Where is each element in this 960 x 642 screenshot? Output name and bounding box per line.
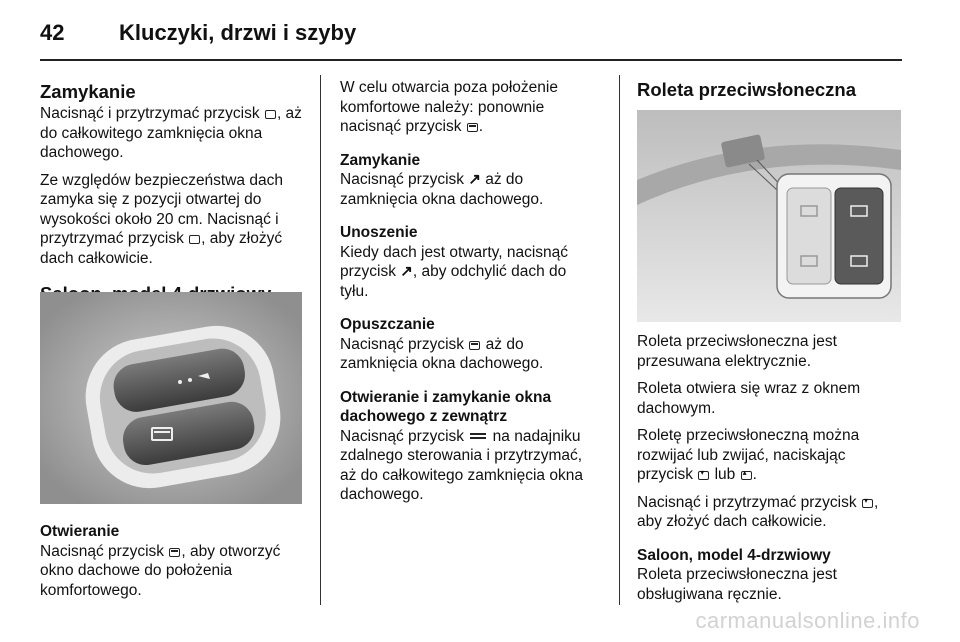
paragraph: Roleta przeciwsłoneczna jest obsługiwana ręcznie. — [637, 566, 837, 603]
blind-open-button-icon — [741, 471, 752, 480]
column-divider-2 — [619, 75, 620, 605]
paragraph: W celu otwarcia poza położenie komfortowe należy: ponownie nacisnąć przycisk . — [340, 79, 558, 135]
paragraph: Nacisnąć i przytrzymać przycisk , aż do całkowitego zamknięcia okna dachowego. — [40, 105, 302, 161]
tilt-button-icon: ↗ — [468, 171, 481, 188]
column-3-bottom — [637, 332, 901, 612]
paragraph: Roleta przeciwsłoneczna jest przesuwana elektrycznie. — [637, 333, 837, 370]
paragraph: Ze względów bezpieczeństwa dach zamyka się z pozycji otwartej do wysokości około 20 cm. Nacisnąć i przytrzymać przycisk , aby złożyć dach całkowicie. — [40, 171, 283, 267]
tilt-button-icon: ↗ — [400, 263, 413, 280]
open-button-icon — [169, 548, 180, 557]
paragraph: Nacisnąć przycisk aż do zamknięcia okna dachowego. — [340, 335, 544, 372]
page-number: 42 — [40, 20, 65, 45]
page-title: Kluczyki, drzwi i szyby — [119, 20, 357, 45]
paragraph: Nacisnąć przycisk ↗ aż do zamknięcia okna dachowego. — [340, 171, 544, 208]
close-button-icon — [189, 235, 200, 244]
open-button-icon — [469, 341, 480, 350]
paragraph: Nacisnąć przycisk na nadajniku zdalnego sterowania i przytrzymać, aż do całkowitego zamknięcia okna dachowego. — [340, 427, 583, 503]
heading-opuszczanie: Opuszczanie — [340, 316, 435, 333]
column-3 — [637, 78, 901, 102]
blind-close-button-icon — [698, 471, 709, 480]
heading-unoszenie: Unoszenie — [340, 224, 418, 241]
header-rule — [40, 59, 902, 61]
remote-lock-button-icon — [470, 433, 486, 439]
sunblind-switch-illustration — [637, 110, 901, 322]
paragraph: Roleta otwiera się wraz z oknem dachowym. — [637, 380, 861, 417]
paragraph: Nacisnąć przycisk , aby otworzyć okno dachowe do położenia komfortowego. — [40, 542, 281, 599]
paragraph: Nacisnąć i przytrzymać przycisk ▾, aby złożyć dach całkowicie. — [637, 493, 901, 532]
column-2 — [340, 78, 598, 513]
close-button-icon — [265, 110, 276, 119]
heading-roleta: Roleta przeciwsłoneczna — [637, 79, 856, 100]
blind-close-button-icon — [862, 499, 873, 508]
watermark: carmanualsonline.info — [695, 608, 920, 633]
heading-zamykanie: Zamykanie — [340, 151, 421, 169]
column-1 — [40, 80, 308, 306]
heading-saloon: Saloon, model 4-drzwiowy — [637, 546, 831, 564]
open-button-icon — [467, 123, 478, 132]
column-1-bottom — [40, 522, 308, 608]
paragraph: Kiedy dach jest otwarty, nacisnąć przycisk ↗, aby odchylić dach do tyłu. — [340, 243, 569, 300]
sunroof-switch-illustration — [40, 292, 302, 504]
heading-zewnatrz: Otwieranie i zamykanie okna dachowego z zewnątrz — [340, 388, 552, 425]
heading-zamykanie: Zamykanie — [40, 81, 136, 102]
heading-otwieranie: Otwieranie — [40, 523, 120, 540]
paragraph: Roletę przeciwsłoneczną można rozwijać lub zwijać, naciskając przycisk ▾ lub ▴. — [637, 426, 901, 485]
column-divider-1 — [320, 75, 321, 605]
